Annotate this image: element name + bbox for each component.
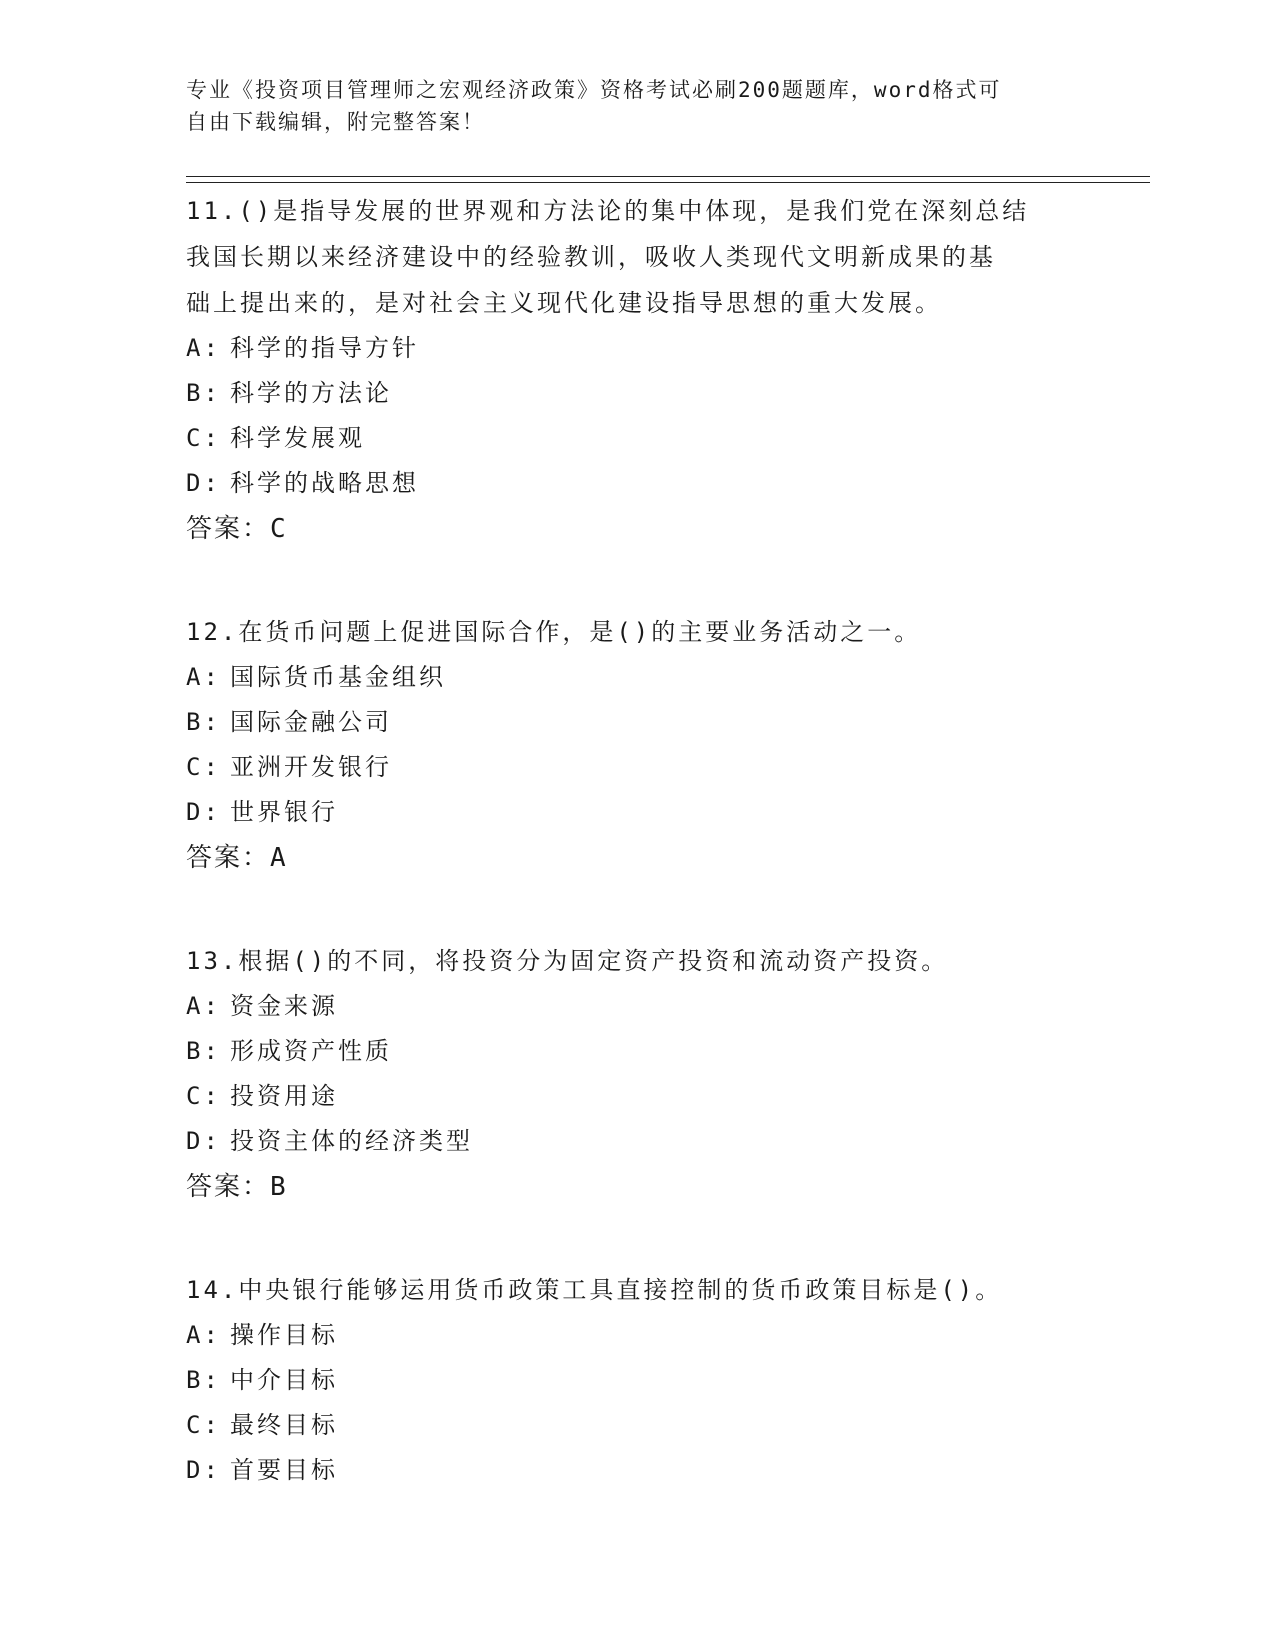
option-text: 科学的指导方针 xyxy=(230,334,419,362)
question-stem-line: 础上提出来的，是对社会主义现代化建设指导思想的重大发展。 xyxy=(186,289,942,317)
option-letter: C: xyxy=(186,1411,221,1439)
option-b xyxy=(186,700,1086,745)
document-header xyxy=(186,74,1086,138)
question-spacer xyxy=(186,552,1086,609)
answer-line xyxy=(186,1164,1086,1210)
header-divider-top xyxy=(186,176,1150,177)
answer-label: 答案： xyxy=(186,843,271,873)
question-stem-line: 14.中央银行能够运用货币政策工具直接控制的货币政策目标是()。 xyxy=(186,1276,1003,1304)
option-text: 操作目标 xyxy=(230,1321,338,1349)
question-stem xyxy=(186,609,1086,655)
option-d xyxy=(186,790,1086,835)
question-stem-line: 我国长期以来经济建设中的经验教训，吸收人类现代文明新成果的基 xyxy=(186,243,996,271)
question-stem-line: 13.根据()的不同，将投资分为固定资产投资和流动资产投资。 xyxy=(186,947,949,975)
header-line-1: 专业《投资项目管理师之宏观经济政策》资格考试必刷200题题库，word格式可 xyxy=(186,78,1002,102)
option-a xyxy=(186,984,1086,1029)
question-list xyxy=(186,188,1086,1493)
option-c xyxy=(186,416,1086,461)
option-c xyxy=(186,745,1086,790)
question-14 xyxy=(186,1267,1086,1493)
option-a xyxy=(186,326,1086,371)
option-letter: D: xyxy=(186,1456,221,1484)
answer-value: C xyxy=(270,514,288,544)
answer-label: 答案： xyxy=(186,1172,271,1202)
question-13 xyxy=(186,938,1086,1210)
option-letter: A: xyxy=(186,992,221,1020)
header-divider-bottom xyxy=(186,182,1150,183)
option-text: 科学的战略思想 xyxy=(230,469,419,497)
option-b xyxy=(186,1029,1086,1074)
question-spacer xyxy=(186,1210,1086,1267)
question-11 xyxy=(186,188,1086,552)
option-text: 投资主体的经济类型 xyxy=(230,1127,473,1155)
option-a xyxy=(186,655,1086,700)
question-stem-line: 12.在货币问题上促进国际合作，是()的主要业务活动之一。 xyxy=(186,618,922,646)
answer-line xyxy=(186,835,1086,881)
option-text: 科学发展观 xyxy=(230,424,365,452)
header-line-2: 自由下载编辑，附完整答案！ xyxy=(186,110,485,134)
option-text: 世界银行 xyxy=(230,798,338,826)
option-b xyxy=(186,1358,1086,1403)
question-spacer xyxy=(186,881,1086,938)
option-letter: D: xyxy=(186,469,221,497)
option-text: 形成资产性质 xyxy=(230,1037,392,1065)
answer-value: A xyxy=(270,843,288,873)
option-text: 科学的方法论 xyxy=(230,379,392,407)
option-letter: C: xyxy=(186,1082,221,1110)
option-text: 最终目标 xyxy=(230,1411,338,1439)
option-c xyxy=(186,1074,1086,1119)
option-letter: A: xyxy=(186,663,221,691)
answer-label: 答案： xyxy=(186,514,271,544)
question-stem xyxy=(186,1267,1086,1313)
option-letter: B: xyxy=(186,1366,221,1394)
option-letter: A: xyxy=(186,1321,221,1349)
answer-line xyxy=(186,506,1086,552)
option-c xyxy=(186,1403,1086,1448)
option-letter: D: xyxy=(186,798,221,826)
option-text: 国际货币基金组织 xyxy=(230,663,446,691)
option-letter: A: xyxy=(186,334,221,362)
question-stem xyxy=(186,938,1086,984)
option-letter: B: xyxy=(186,379,221,407)
option-d xyxy=(186,1448,1086,1493)
option-letter: C: xyxy=(186,753,221,781)
option-a xyxy=(186,1313,1086,1358)
option-letter: D: xyxy=(186,1127,221,1155)
question-12 xyxy=(186,609,1086,881)
option-d xyxy=(186,1119,1086,1164)
option-text: 投资用途 xyxy=(230,1082,338,1110)
answer-value: B xyxy=(270,1172,288,1202)
option-text: 资金来源 xyxy=(230,992,338,1020)
option-letter: C: xyxy=(186,424,221,452)
option-letter: B: xyxy=(186,1037,221,1065)
option-letter: B: xyxy=(186,708,221,736)
option-text: 国际金融公司 xyxy=(230,708,392,736)
option-text: 中介目标 xyxy=(230,1366,338,1394)
option-text: 首要目标 xyxy=(230,1456,338,1484)
option-d xyxy=(186,461,1086,506)
option-text: 亚洲开发银行 xyxy=(230,753,392,781)
question-stem xyxy=(186,188,1086,326)
question-stem-line: 11.()是指导发展的世界观和方法论的集中体现，是我们党在深刻总结 xyxy=(186,197,1030,225)
option-b xyxy=(186,371,1086,416)
